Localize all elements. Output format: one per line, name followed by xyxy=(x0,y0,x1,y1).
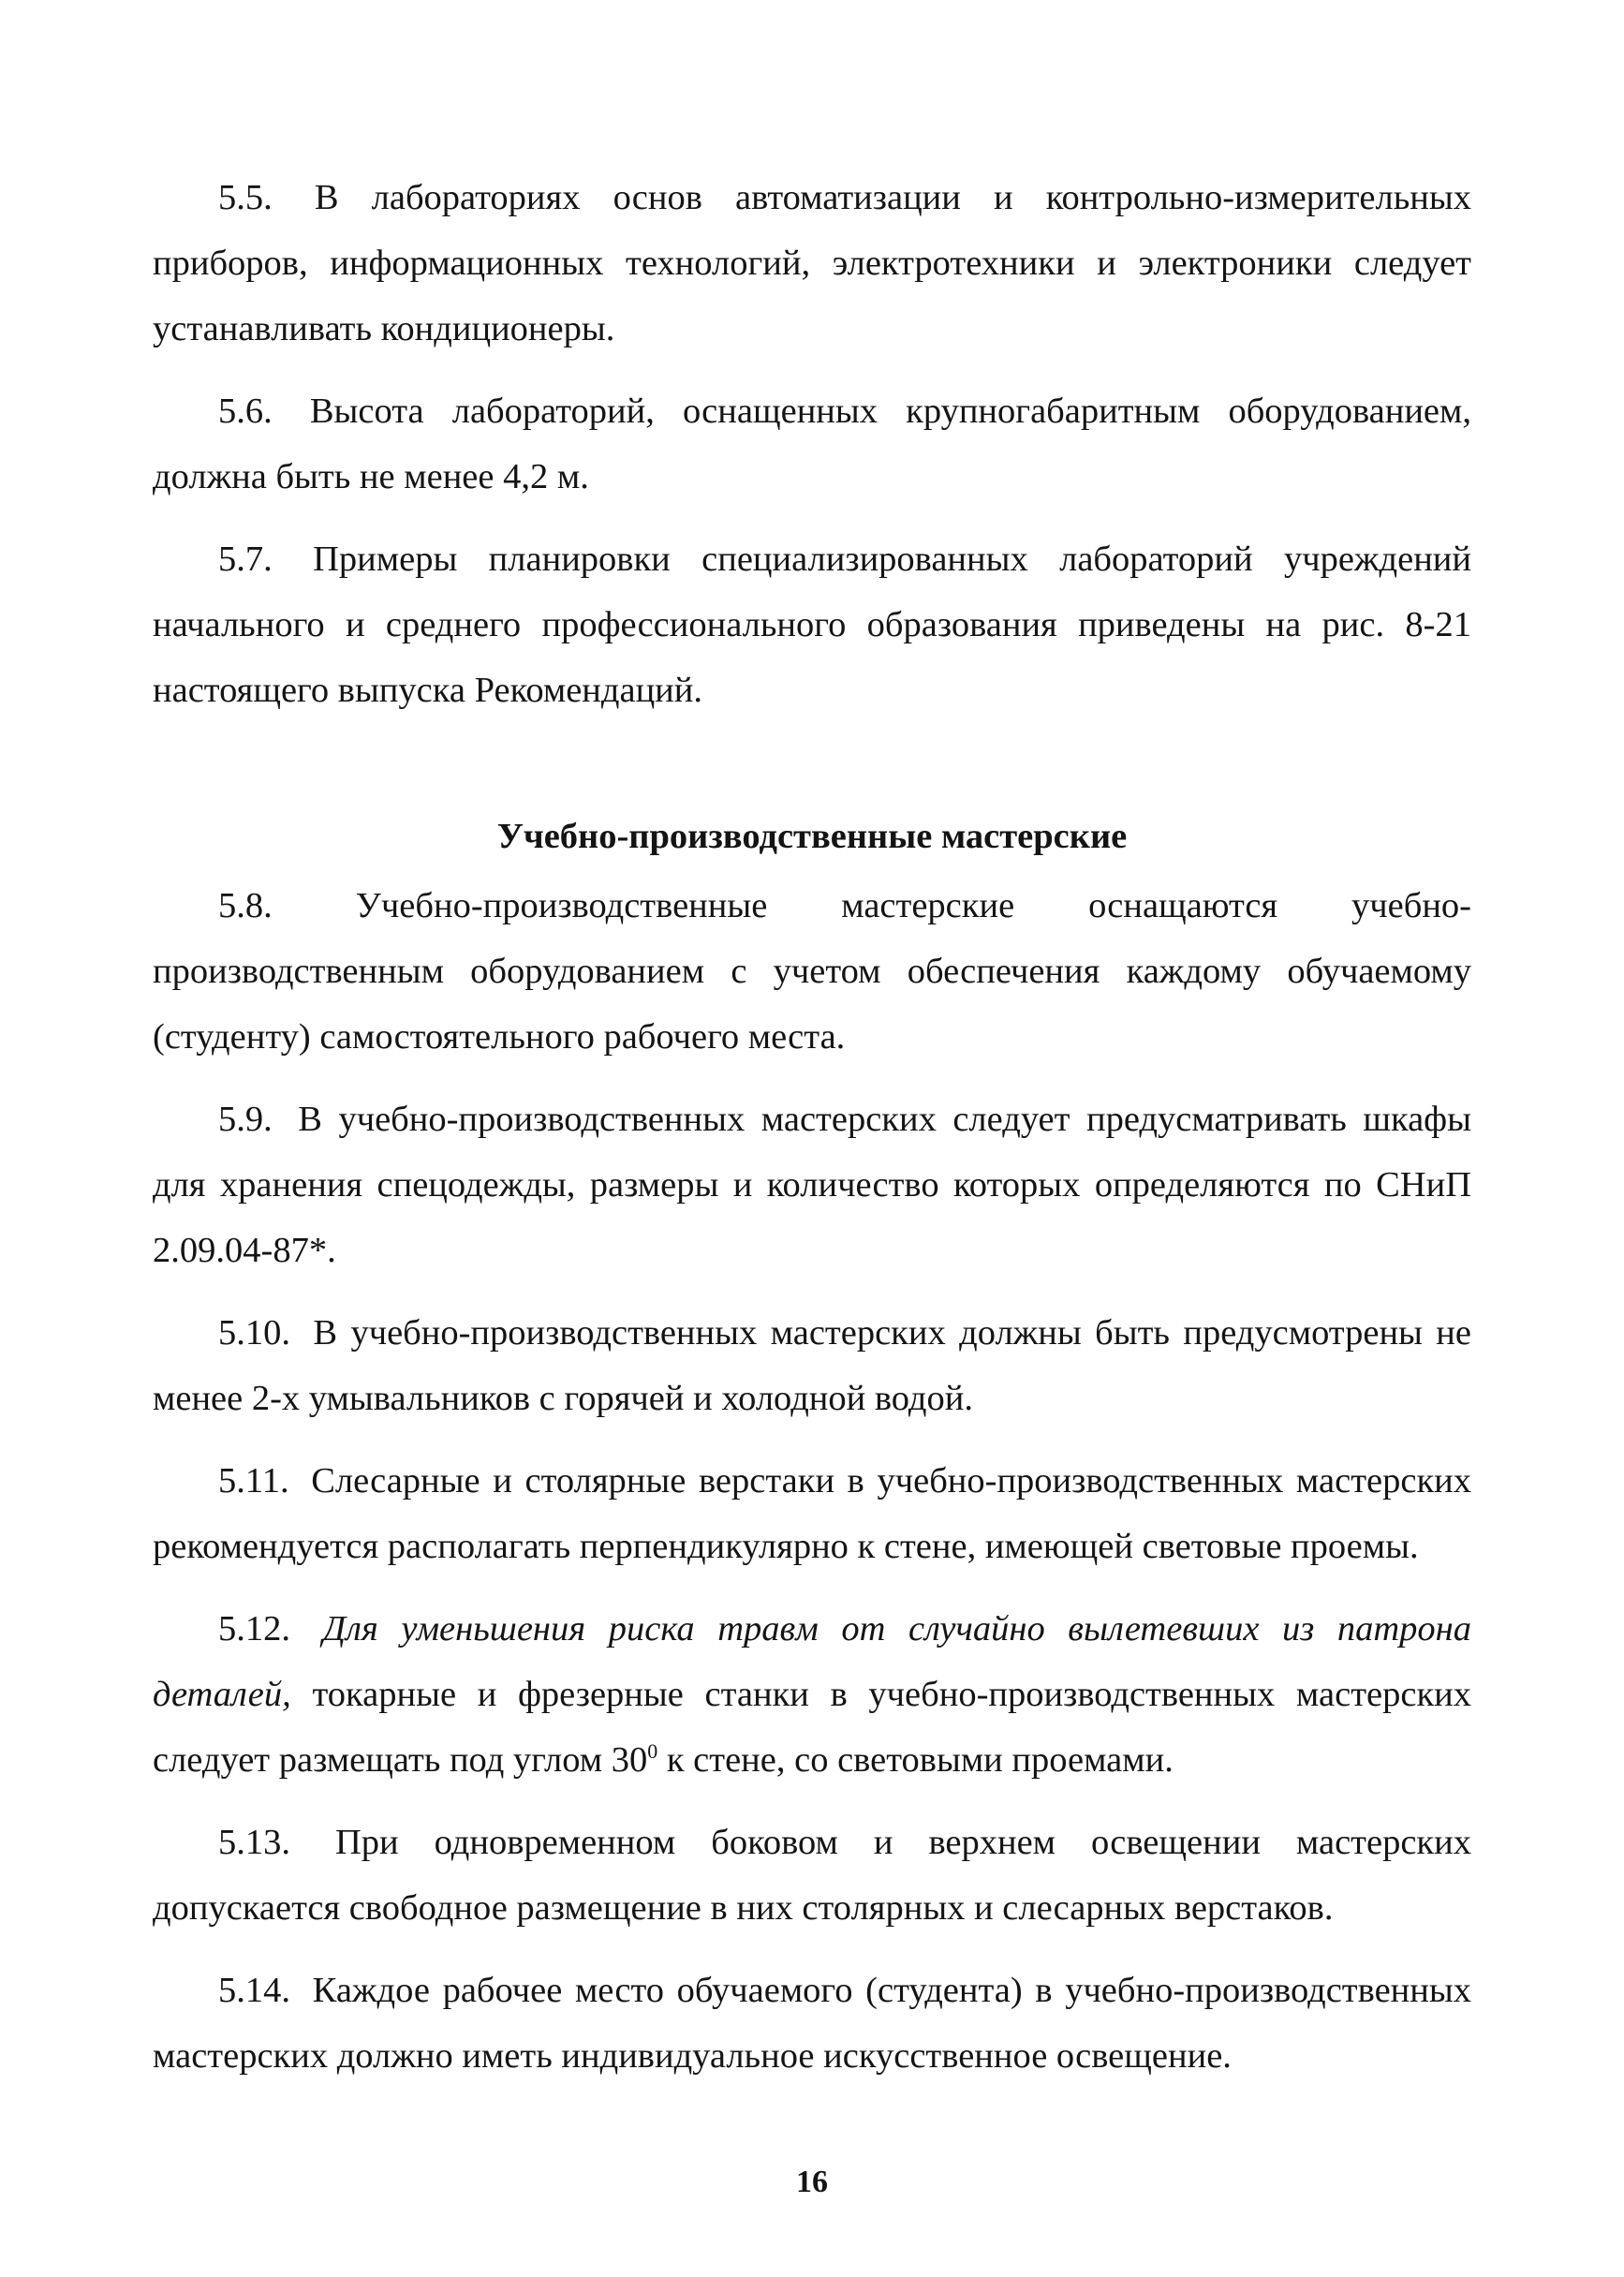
page-content xyxy=(153,165,1471,2106)
paragraph-number: 5.8. xyxy=(218,886,273,925)
paragraph-5-5 xyxy=(153,165,1471,362)
paragraph-text: Слесарные и столярные верстаки в учебно-производственных мастерских рекомендуется располагать перпендикулярно к стене, имеющей световые проемы. xyxy=(153,1461,1472,1566)
paragraph-number: 5.6. xyxy=(218,392,273,431)
paragraph-text-end: к стене, со световыми проемами. xyxy=(657,1740,1174,1780)
paragraph-text-italic: Для уменьшения риска травм от случайно вылетевших из патрона деталей, xyxy=(153,1609,1471,1714)
paragraph-text: В лабораториях основ автоматизации и контрольно-измерительных приборов, информационных технологий, электротехники и электроники следует устанавливать кондиционеры. xyxy=(153,178,1472,348)
paragraph-5-14 xyxy=(153,1958,1471,2089)
page-number: 16 xyxy=(796,2165,828,2199)
paragraph-number: 5.10. xyxy=(218,1313,290,1353)
paragraph-5-8 xyxy=(153,873,1471,1070)
paragraph-number: 5.13. xyxy=(218,1823,290,1862)
paragraph-5-13 xyxy=(153,1810,1471,1941)
paragraph-text: В учебно-производственных мастерских должны быть предусмотрены не менее 2-х умывальников с горячей и холодной водой. xyxy=(153,1313,1471,1418)
paragraph-text: Примеры планировки специализированных лабораторий учреждений начального и среднего профессионального образования приведены на рис. 8-21 настоящего выпуска Рекомендаций. xyxy=(153,540,1472,710)
paragraph-number: 5.9. xyxy=(218,1100,273,1139)
paragraph-5-11 xyxy=(153,1448,1471,1579)
paragraph-5-12 xyxy=(153,1596,1471,1793)
paragraph-text: Высота лабораторий, оснащенных крупногабаритным оборудованием, должна быть не менее 4,2 м. xyxy=(153,392,1471,496)
paragraph-number: 5.11. xyxy=(218,1461,289,1501)
paragraph-text: Учебно-производственные мастерские оснащаются учебно-производственным оборудованием с учетом обеспечения каждому обучаемому (студенту) самостоятельного рабочего места. xyxy=(153,886,1472,1057)
degree-superscript: 0 xyxy=(647,1739,658,1764)
paragraph-text: токарные и фрезерные станки в учебно-производственных мастерских следует размещать под углом 30 xyxy=(153,1675,1471,1780)
paragraph-5-9 xyxy=(153,1087,1471,1283)
paragraph-number: 5.14. xyxy=(218,1971,290,2010)
paragraph-5-10 xyxy=(153,1300,1471,1431)
paragraph-number: 5.5. xyxy=(218,178,273,217)
paragraph-number: 5.7. xyxy=(218,540,273,579)
paragraph-text: При одновременном боковом и верхнем освещении мастерских допускается свободное размещение в них столярных и слесарных верстаков. xyxy=(153,1823,1471,1928)
paragraph-5-7 xyxy=(153,526,1471,723)
paragraph-5-6 xyxy=(153,378,1471,510)
paragraph-text: Каждое рабочее место обучаемого (студента) в учебно-производственных мастерских должно иметь индивидуальное искусственное освещение. xyxy=(153,1971,1471,2076)
paragraph-text: В учебно-производственных мастерских следует предусматривать шкафы для хранения спецодежды, размеры и количество которых определяются по СНиП 2.09.04-87*. xyxy=(153,1100,1471,1270)
section-heading: Учебно-производственные мастерские xyxy=(496,817,1128,856)
paragraph-number: 5.12. xyxy=(218,1609,290,1649)
